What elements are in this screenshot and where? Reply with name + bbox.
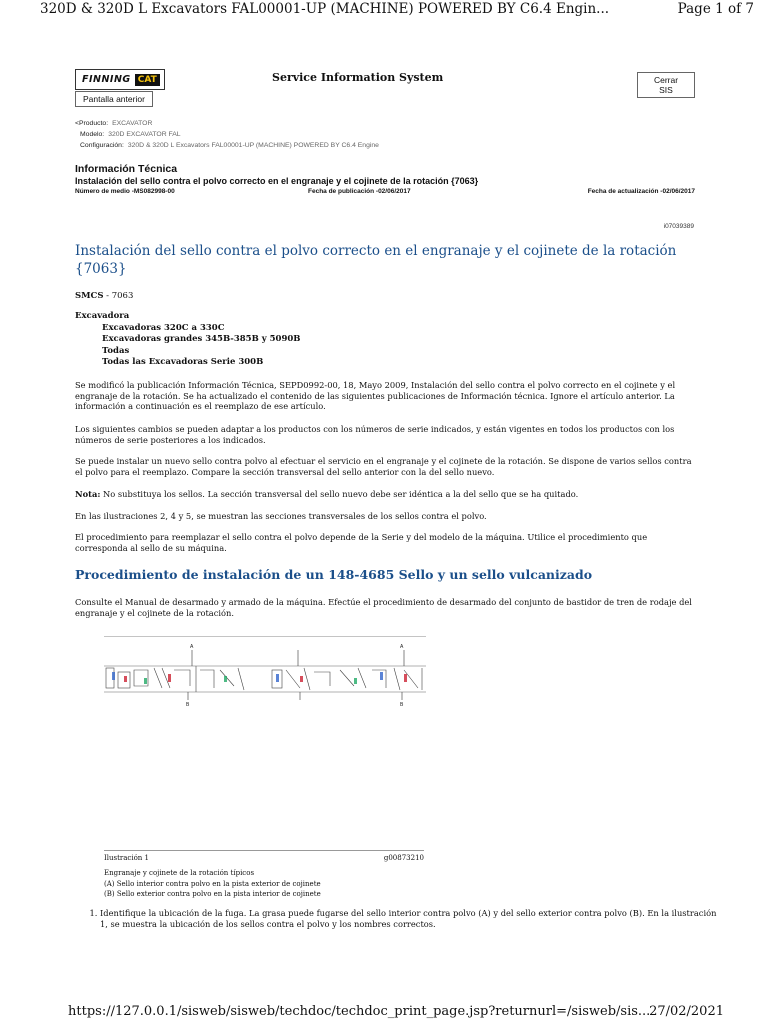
paragraph-procedure: El procedimiento para reemplazar el sello contra el polvo depende de la Serie y del modelo de la máquina. Utilice el procedimiento que corresponda al sello de su máquina.	[75, 532, 648, 553]
figure-id: g00873210	[383, 854, 424, 862]
logo-finning-text: FINNING	[82, 74, 131, 85]
breadcrumb: <Producto: EXCAVATOR Modelo: 320D EXCAVATOR FAL Configuración: 320D & 320D L Excavators FAL00001-UP (MACHINE) POWERED BY C6.4 Engine	[75, 120, 379, 149]
tech-info-block	[75, 163, 695, 200]
models-list	[75, 311, 300, 369]
callout-a: A	[400, 644, 404, 650]
update-date: Fecha de actualización -02/06/2017	[587, 188, 695, 195]
procedure-steps	[86, 908, 720, 930]
note-paragraph: Nota: No substituya los sellos. La sección transversal del sello nuevo debe ser idéntica a la del sello que se ha quitado.	[75, 489, 579, 499]
paragraph-changes: Los siguientes cambios se pueden adaptar a los productos con los números de serie indicados, y están vigentes en todos los productos con los números de serie posteriores a los indicados.	[75, 424, 675, 445]
page-counter: Page 1 of 7	[677, 1, 754, 17]
document-title: Instalación del sello contra el polvo correcto en el engranaje y el cojinete de la rotación {7063}	[75, 243, 677, 277]
paragraph-revision: Se modificó la publicación Información Técnica, SEPD0992-00, 18, Mayo 2009, Instalación del sello contra el polvo correcto en el cojinete y el engranaje de la rotación. Se ha actualizado el contenido de las siguientes publicaciones de Información técnica. Ignore el artículo anterior. La información a continuación es el reemplazo de ese artículo.	[75, 380, 676, 411]
figure-item-b: (B) Sello exterior contra polvo en la pista interior de cojinete	[104, 890, 321, 898]
print-footer	[0, 1002, 768, 1024]
model-item: Excavadoras 320C a 330C	[102, 322, 225, 333]
print-title: 320D & 320D L Excavators FAL00001-UP (MACHINE) POWERED BY C6.4 Engin...	[40, 1, 610, 17]
tech-info-subtitle: Instalación del sello contra el polvo correcto en el engranaje y el cojinete de la rotación {7063}	[75, 176, 479, 186]
callout-b: B	[186, 702, 190, 708]
document-ref-id: i07039389	[663, 223, 694, 230]
logo-cat-badge: CAT	[135, 74, 160, 86]
back-button[interactable]: Pantalla anterior	[75, 91, 153, 107]
paragraph-disassembly: Consulte el Manual de desarmado y armado de la máquina. Efectúe el procedimiento de desarmado del conjunto de bastidor de tren de rodaje del engranaje y el cojinete de la rotación.	[75, 597, 692, 618]
print-header	[0, 0, 768, 22]
note-label: Nota:	[75, 489, 101, 499]
tech-info-heading: Información Técnica	[75, 163, 178, 175]
model-item: Excavadoras grandes 345B-385B y 5090B	[102, 334, 301, 344]
callout-a: A	[190, 644, 194, 650]
breadcrumb-model[interactable]: 320D EXCAVATOR FAL	[108, 131, 181, 138]
breadcrumb-arrow-icon: <	[75, 120, 79, 127]
paragraph-illustrations: En las ilustraciones 2, 4 y 5, se muestran las secciones transversales de los sellos contra el polvo.	[75, 511, 487, 521]
breadcrumb-product[interactable]: EXCAVATOR	[112, 120, 153, 127]
figure-caption	[104, 850, 424, 900]
seal-cross-section-illustration	[104, 636, 426, 716]
smcs-code: SMCS - 7063	[75, 291, 134, 301]
figure-caption-header	[104, 850, 424, 868]
section-title: Procedimiento de instalación de un 148-4685 Sello y un sello vulcanizado	[75, 567, 593, 582]
publish-date: Fecha de publicación -02/06/2017	[308, 188, 411, 195]
print-date: 27/02/2021	[649, 1004, 724, 1019]
model-item: Todas las Excavadoras Serie 300B	[102, 357, 264, 367]
page-url: https://127.0.0.1/sisweb/sisweb/techdoc/techdoc_print_page.jsp?returnurl=/sisweb/sis...	[68, 1004, 651, 1019]
sis-title: Service Information System	[272, 71, 444, 84]
models-heading: Excavadora	[75, 311, 130, 321]
procedure-step: 1. Identifique la ubicación de la fuga. La grasa puede fugarse del sello interior contra polvo (A) y del sello exterior contra polvo (B). En la ilustración 1, se muestra la ubicación de los sellos contra el polvo y los nombres correctos.	[100, 908, 720, 930]
callout-b: B	[400, 702, 404, 708]
model-item: Todas	[102, 345, 130, 356]
figure-item-a: (A) Sello interior contra polvo en la pista exterior de cojinete	[104, 879, 321, 888]
tech-info-meta	[75, 188, 695, 200]
breadcrumb-configuration[interactable]: 320D & 320D L Excavators FAL00001-UP (MACHINE) POWERED BY C6.4 Engine	[127, 142, 379, 149]
media-number: Número de medio -MS082998-00	[75, 188, 175, 195]
figure-label: Ilustración 1	[104, 854, 149, 862]
paragraph-new-seal: Se puede instalar un nuevo sello contra polvo al efectuar el servicio en el engranaje y el cojinete de la rotación. Se dispone de varios sellos contra el polvo para el reemplazo. Compare la sección transversal del sello anterior con la del sello nuevo.	[75, 456, 692, 477]
finning-cat-logo	[75, 69, 165, 90]
close-sis-button[interactable]: Cerrar SIS	[637, 72, 695, 98]
figure-description: Engranaje y cojinete de la rotación típicos	[104, 869, 255, 877]
